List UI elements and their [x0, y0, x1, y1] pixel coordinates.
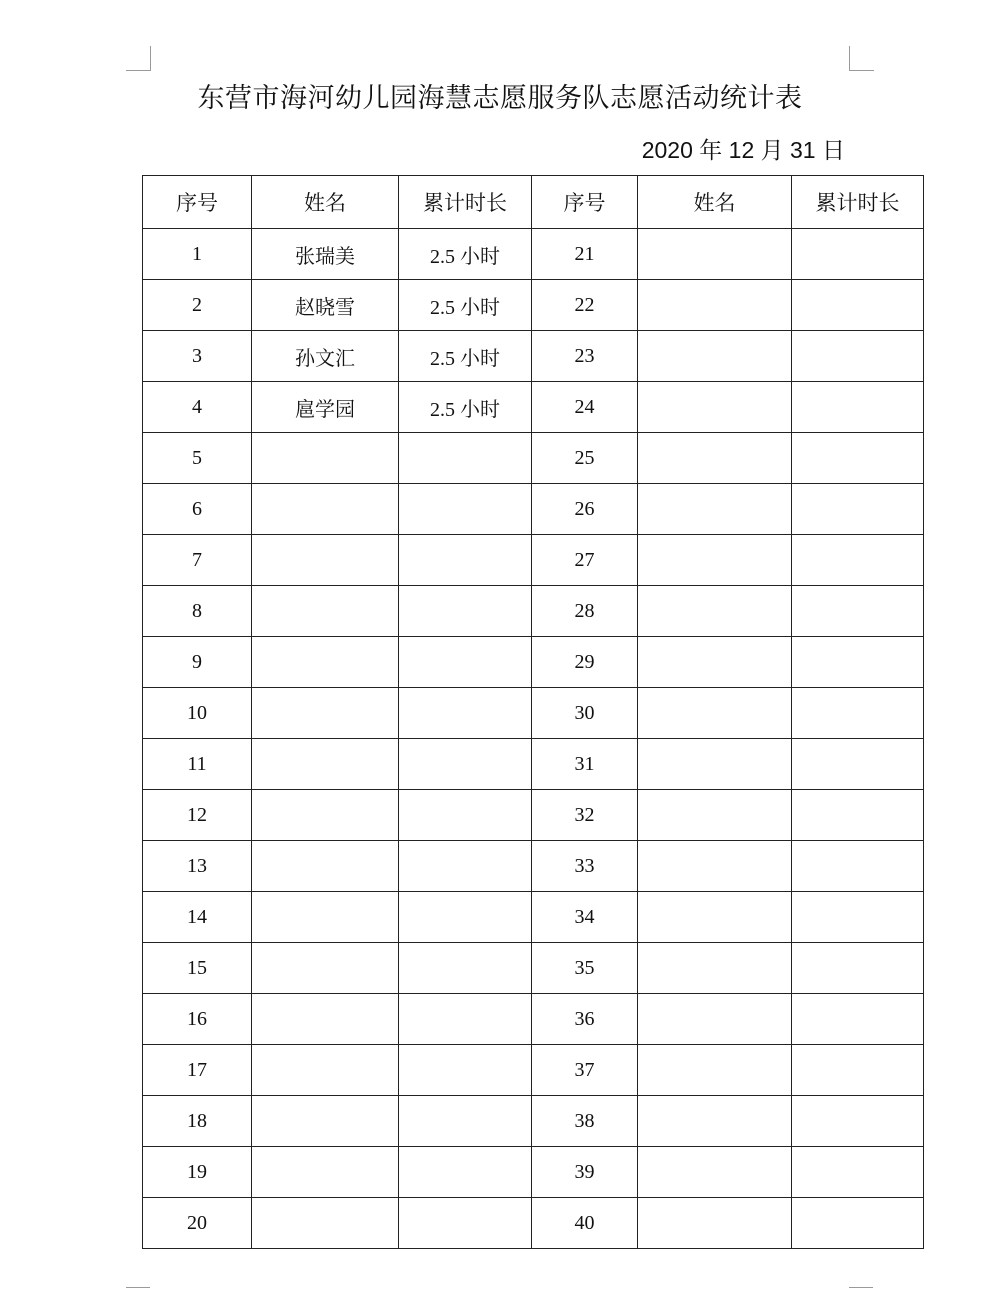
- serial-cell: 27: [532, 535, 638, 586]
- table-row: [143, 688, 924, 739]
- name-cell: [252, 637, 399, 688]
- table-row: [143, 1147, 924, 1198]
- duration-cell: [792, 1198, 924, 1249]
- serial-cell: 33: [532, 841, 638, 892]
- duration-cell: [399, 790, 532, 841]
- duration-cell: 2.5 小时: [399, 331, 532, 382]
- serial-cell: 35: [532, 943, 638, 994]
- serial-cell: 13: [143, 841, 252, 892]
- serial-cell: 37: [532, 1045, 638, 1096]
- header-duration-left: 累计时长: [399, 176, 532, 229]
- document-title: 东营市海河幼儿园海慧志愿服务队志愿活动统计表: [197, 83, 803, 114]
- table-row: [143, 739, 924, 790]
- duration-cell: [399, 1096, 532, 1147]
- name-cell: 孙文汇: [252, 331, 399, 382]
- name-cell: [252, 994, 399, 1045]
- serial-cell: 11: [143, 739, 252, 790]
- name-cell: [638, 331, 792, 382]
- duration-cell: 2.5 小时: [399, 382, 532, 433]
- name-cell: [638, 382, 792, 433]
- name-cell: [252, 1147, 399, 1198]
- table-row: [143, 1045, 924, 1096]
- duration-cell: [399, 994, 532, 1045]
- duration-cell: 2.5 小时: [399, 229, 532, 280]
- name-cell: [252, 790, 399, 841]
- serial-cell: 8: [143, 586, 252, 637]
- serial-cell: 14: [143, 892, 252, 943]
- duration-cell: [792, 739, 924, 790]
- serial-cell: 21: [532, 229, 638, 280]
- name-cell: [638, 280, 792, 331]
- serial-cell: 1: [143, 229, 252, 280]
- table-row: [143, 892, 924, 943]
- name-cell: [252, 433, 399, 484]
- name-cell: [252, 535, 399, 586]
- duration-cell: [399, 1147, 532, 1198]
- duration-cell: [792, 688, 924, 739]
- duration-cell: [792, 841, 924, 892]
- serial-cell: 32: [532, 790, 638, 841]
- name-cell: [252, 484, 399, 535]
- header-duration-right: 累计时长: [792, 176, 924, 229]
- name-cell: [638, 535, 792, 586]
- duration-cell: [792, 1096, 924, 1147]
- name-cell: [638, 688, 792, 739]
- serial-cell: 39: [532, 1147, 638, 1198]
- name-cell: [252, 1045, 399, 1096]
- serial-cell: 17: [143, 1045, 252, 1096]
- name-cell: [638, 1045, 792, 1096]
- page-corner-mark-top-right: [849, 46, 874, 71]
- duration-cell: [792, 1147, 924, 1198]
- name-cell: [252, 586, 399, 637]
- name-cell: [638, 586, 792, 637]
- name-cell: [252, 892, 399, 943]
- serial-cell: 10: [143, 688, 252, 739]
- name-cell: [252, 943, 399, 994]
- name-cell: [638, 841, 792, 892]
- serial-cell: 40: [532, 1198, 638, 1249]
- name-cell: [252, 841, 399, 892]
- duration-cell: [792, 382, 924, 433]
- duration-cell: [399, 1198, 532, 1249]
- name-cell: [252, 1096, 399, 1147]
- duration-cell: [399, 688, 532, 739]
- duration-cell: [399, 535, 532, 586]
- table-header-row: [143, 176, 924, 229]
- serial-cell: 22: [532, 280, 638, 331]
- table-row: [143, 637, 924, 688]
- serial-cell: 9: [143, 637, 252, 688]
- serial-cell: 34: [532, 892, 638, 943]
- table-row: [143, 1096, 924, 1147]
- name-cell: [638, 892, 792, 943]
- serial-cell: 29: [532, 637, 638, 688]
- header-name-right: 姓名: [638, 176, 792, 229]
- page-corner-mark-bottom-right: [849, 1287, 873, 1298]
- duration-cell: [792, 229, 924, 280]
- serial-cell: 36: [532, 994, 638, 1045]
- serial-cell: 24: [532, 382, 638, 433]
- serial-cell: 5: [143, 433, 252, 484]
- name-cell: [638, 943, 792, 994]
- table-row: [143, 433, 924, 484]
- duration-cell: [792, 790, 924, 841]
- document-date: 2020 年 12 月 31 日: [641, 137, 845, 163]
- serial-cell: 23: [532, 331, 638, 382]
- name-cell: 赵晓雪: [252, 280, 399, 331]
- duration-cell: [792, 1045, 924, 1096]
- duration-cell: [399, 484, 532, 535]
- table-row: [143, 841, 924, 892]
- serial-cell: 30: [532, 688, 638, 739]
- header-serial-right: 序号: [532, 176, 638, 229]
- volunteer-statistics-table: [142, 175, 924, 1249]
- table-row: [143, 280, 924, 331]
- name-cell: [638, 637, 792, 688]
- table-row: [143, 535, 924, 586]
- serial-cell: 31: [532, 739, 638, 790]
- name-cell: [638, 1096, 792, 1147]
- table-row: [143, 484, 924, 535]
- serial-cell: 2: [143, 280, 252, 331]
- serial-cell: 38: [532, 1096, 638, 1147]
- duration-cell: [399, 892, 532, 943]
- name-cell: [638, 433, 792, 484]
- name-cell: [638, 790, 792, 841]
- serial-cell: 4: [143, 382, 252, 433]
- table-row: [143, 331, 924, 382]
- duration-cell: [792, 280, 924, 331]
- name-cell: [638, 994, 792, 1045]
- table-row: [143, 1198, 924, 1249]
- serial-cell: 15: [143, 943, 252, 994]
- page-corner-mark-bottom-left: [126, 1287, 150, 1298]
- serial-cell: 20: [143, 1198, 252, 1249]
- duration-cell: [792, 586, 924, 637]
- serial-cell: 7: [143, 535, 252, 586]
- header-serial-left: 序号: [143, 176, 252, 229]
- name-cell: [252, 739, 399, 790]
- table-row: [143, 382, 924, 433]
- duration-cell: [792, 433, 924, 484]
- duration-cell: [399, 943, 532, 994]
- duration-cell: [399, 739, 532, 790]
- serial-cell: 12: [143, 790, 252, 841]
- table-row: [143, 994, 924, 1045]
- name-cell: [638, 1198, 792, 1249]
- duration-cell: [399, 841, 532, 892]
- duration-cell: [792, 892, 924, 943]
- duration-cell: [792, 484, 924, 535]
- duration-cell: [399, 637, 532, 688]
- table-row: [143, 943, 924, 994]
- name-cell: [638, 739, 792, 790]
- serial-cell: 25: [532, 433, 638, 484]
- name-cell: 张瑞美: [252, 229, 399, 280]
- duration-cell: 2.5 小时: [399, 280, 532, 331]
- name-cell: [252, 1198, 399, 1249]
- serial-cell: 3: [143, 331, 252, 382]
- serial-cell: 6: [143, 484, 252, 535]
- duration-cell: [399, 586, 532, 637]
- duration-cell: [399, 1045, 532, 1096]
- table-row: [143, 586, 924, 637]
- duration-cell: [399, 433, 532, 484]
- table-row: [143, 229, 924, 280]
- name-cell: 扈学园: [252, 382, 399, 433]
- name-cell: [638, 1147, 792, 1198]
- header-name-left: 姓名: [252, 176, 399, 229]
- duration-cell: [792, 994, 924, 1045]
- serial-cell: 18: [143, 1096, 252, 1147]
- duration-cell: [792, 637, 924, 688]
- page-corner-mark-top-left: [126, 46, 151, 71]
- duration-cell: [792, 535, 924, 586]
- serial-cell: 16: [143, 994, 252, 1045]
- name-cell: [638, 229, 792, 280]
- table-row: [143, 790, 924, 841]
- duration-cell: [792, 331, 924, 382]
- duration-cell: [792, 943, 924, 994]
- serial-cell: 19: [143, 1147, 252, 1198]
- serial-cell: 28: [532, 586, 638, 637]
- name-cell: [252, 688, 399, 739]
- serial-cell: 26: [532, 484, 638, 535]
- name-cell: [638, 484, 792, 535]
